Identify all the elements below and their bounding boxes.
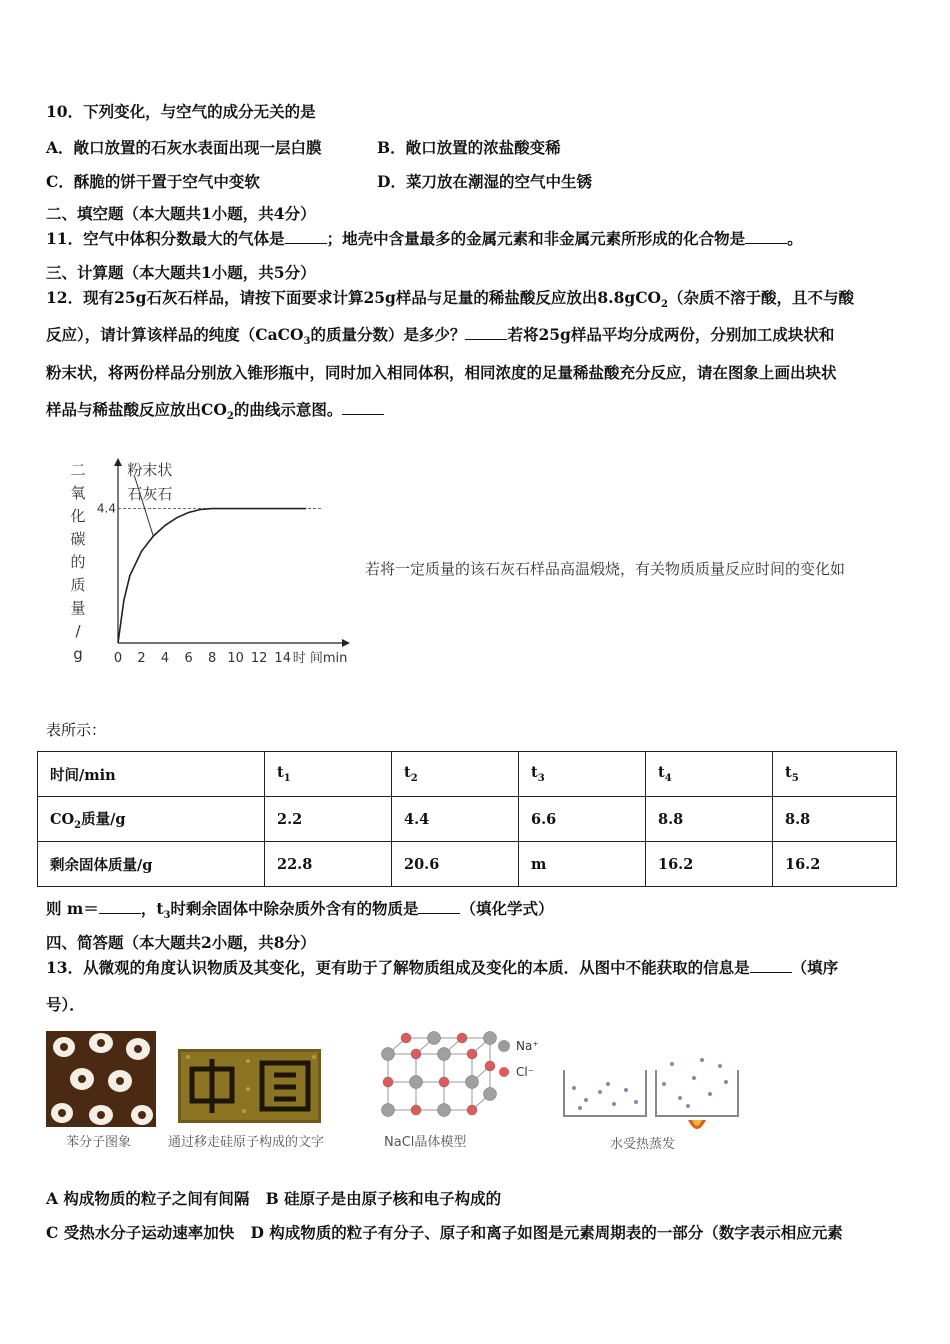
cl-ion bbox=[439, 1077, 449, 1087]
cl-ion bbox=[411, 1049, 421, 1059]
table-cell bbox=[646, 752, 773, 797]
cl-ion bbox=[485, 1061, 495, 1071]
na-ion bbox=[466, 1076, 479, 1089]
na-ion bbox=[410, 1076, 423, 1089]
answer-blank bbox=[418, 899, 460, 914]
cell-value: 20.6 bbox=[404, 855, 440, 873]
q13-option-c-d bbox=[46, 1221, 843, 1243]
table-row bbox=[38, 752, 897, 797]
q12-text: 的质量分数）是多少？ bbox=[310, 325, 466, 344]
table-cell bbox=[392, 842, 519, 887]
answer-blank bbox=[342, 400, 384, 415]
cell-value: t bbox=[277, 764, 284, 782]
x-tick-label: 2 bbox=[137, 651, 146, 666]
q12-text: 反应），请计算该样品的纯度（CaCO bbox=[46, 325, 304, 344]
figure-caption: 水受热蒸发 bbox=[610, 1137, 676, 1152]
x-tick-label: 14 bbox=[274, 651, 291, 666]
cell-value: 16.2 bbox=[658, 855, 694, 873]
co2-mass-chart bbox=[66, 455, 356, 680]
subscript: 5 bbox=[791, 772, 799, 784]
q12-text: （杂质不溶于酸，且不与酸 bbox=[668, 288, 855, 307]
table-row bbox=[38, 797, 897, 842]
q10-option-d: D．菜刀放在潮湿的空气中生锈 bbox=[377, 172, 592, 191]
y-axis-label-char: 量 bbox=[70, 599, 86, 617]
q12-text: 的曲线示意图。 bbox=[233, 400, 343, 419]
section-fill-blank-title: 二、填空题（本大题共1小题，共4分） bbox=[46, 204, 316, 223]
cell-value: 8.8 bbox=[658, 810, 684, 828]
q13-text: 13．从微观的角度认识物质及其变化，更有助于了解物质组成及变化的本质．从图中不能获取的信息是 bbox=[46, 958, 750, 977]
answer-blank bbox=[745, 229, 787, 244]
row-label bbox=[38, 797, 265, 842]
subscript: 1 bbox=[283, 772, 291, 784]
y-axis-label-char: 的 bbox=[70, 553, 86, 571]
cell-value: t bbox=[531, 764, 538, 782]
subscript: 2 bbox=[661, 299, 668, 311]
cell-value: t bbox=[404, 764, 411, 782]
x-tick-label: 4 bbox=[160, 651, 170, 666]
answer-blank bbox=[465, 325, 507, 340]
silicon-atom-text-image bbox=[178, 1049, 321, 1123]
legend-na: Na⁺ bbox=[516, 1039, 539, 1053]
q13-line2: 号）． bbox=[46, 995, 85, 1014]
q10-option-c: C．酥脆的饼干置于空气中变软 bbox=[46, 172, 260, 191]
x-tick-label: 12 bbox=[250, 651, 268, 666]
question-text: 时剩余固体中除杂质外含有的物质是 bbox=[170, 899, 419, 918]
table-cell bbox=[773, 752, 897, 797]
table-cell bbox=[392, 752, 519, 797]
chart-annotation: 石灰石 bbox=[127, 485, 173, 503]
figure-caption: 苯分子图象 bbox=[66, 1135, 132, 1150]
q13-text: （填序 bbox=[791, 958, 839, 977]
cl-ion bbox=[411, 1105, 421, 1115]
q12-line4 bbox=[46, 400, 384, 427]
question-text: （填化学式） bbox=[460, 899, 554, 918]
cell-value: 8.8 bbox=[785, 810, 811, 828]
table-cell bbox=[392, 797, 519, 842]
question-text: 则 m＝ bbox=[46, 899, 99, 918]
q12-text: 样品与稀盐酸反应放出CO bbox=[46, 400, 227, 419]
x-axis-label: 时 间min bbox=[292, 651, 348, 666]
answer-blank bbox=[99, 899, 141, 914]
q13-option-d: D 构成物质的粒子有分子、原子和离子如图是元素周期表的一部分（数字表示相应元素 bbox=[250, 1223, 843, 1242]
y-axis-label-char: 化 bbox=[70, 507, 86, 525]
subscript: 2 bbox=[74, 819, 82, 831]
q12-line2 bbox=[46, 325, 834, 352]
row-label-text: CO bbox=[50, 810, 75, 828]
answer-blank bbox=[750, 958, 792, 973]
cl-ion bbox=[383, 1077, 393, 1087]
row-label-text: 剩余固体质量/g bbox=[50, 856, 153, 874]
table-cell bbox=[646, 842, 773, 887]
section-short-answer-title: 四、简答题（本大题共2小题，共8分） bbox=[46, 933, 316, 952]
subscript: 3 bbox=[303, 336, 311, 348]
subscript: 3 bbox=[537, 772, 545, 784]
cl-ion bbox=[401, 1033, 411, 1043]
q12-text: 若将25g样品平均分成两份，分别加工成块状和 bbox=[507, 325, 835, 344]
q13-line1 bbox=[46, 958, 838, 978]
table-cell bbox=[773, 842, 897, 887]
nacl-crystal-model bbox=[376, 1024, 546, 1132]
question-text: ，t bbox=[140, 899, 164, 918]
y-axis-label-char: 氧 bbox=[70, 484, 86, 502]
table-cell bbox=[773, 797, 897, 842]
answer-blank bbox=[285, 229, 327, 244]
q10-stem: 10．下列变化，与空气的成分无关的是 bbox=[46, 102, 316, 121]
x-axis-arrow bbox=[342, 639, 350, 647]
q12-after-chart: 表所示： bbox=[46, 721, 107, 739]
y-axis-label-char: / bbox=[75, 622, 81, 640]
chart-annotation: 粉末状 bbox=[127, 461, 173, 479]
na-ion bbox=[484, 1088, 497, 1101]
cell-value: m bbox=[531, 855, 547, 873]
after-table-question bbox=[46, 899, 553, 926]
table-cell bbox=[519, 797, 646, 842]
y-axis-label-char: 碳 bbox=[70, 530, 86, 548]
q13-option-c: C 受热水分子运动速率加快 bbox=[46, 1223, 235, 1242]
subscript: 4 bbox=[664, 772, 672, 784]
table-cell bbox=[646, 797, 773, 842]
q12-side-text: 若将一定质量的该石灰石样品高温煅烧，有关物质质量反应时间的变化如 bbox=[365, 560, 846, 578]
cell-value: 16.2 bbox=[785, 855, 821, 873]
q12-line3: 粉末状，将两份样品分别放入锥形瓶中，同时加入相同体积，相同浓度的足量稀盐酸充分反应，请在图象上画出块状 bbox=[46, 363, 837, 382]
x-tick-label: 10 bbox=[227, 651, 244, 666]
q12-line1 bbox=[46, 288, 854, 315]
legend-cl: Cl⁻ bbox=[516, 1065, 535, 1079]
q11-part1: 11．空气中体积分数最大的气体是 bbox=[46, 229, 285, 248]
q10-option-b: B．敞口放置的浓盐酸变稀 bbox=[377, 138, 561, 157]
row-label-text: 时间/min bbox=[50, 766, 116, 784]
table-cell bbox=[265, 797, 392, 842]
cell-value: 4.4 bbox=[404, 810, 430, 828]
figure-caption: 通过移走硅原子构成的文字 bbox=[168, 1135, 325, 1150]
q11-part3: 。 bbox=[787, 229, 803, 248]
table-cell bbox=[265, 842, 392, 887]
cell-value: 22.8 bbox=[277, 855, 313, 873]
y-axis-label-char: 质 bbox=[70, 576, 86, 594]
q11 bbox=[46, 229, 803, 249]
y-axis-label-char: 二 bbox=[70, 461, 86, 479]
row-label-text: 质量/g bbox=[81, 810, 126, 828]
y-axis-arrow bbox=[114, 458, 122, 466]
na-ion bbox=[484, 1032, 497, 1045]
section-calc-title: 三、计算题（本大题共1小题，共5分） bbox=[46, 263, 316, 282]
mass-time-table bbox=[37, 751, 897, 887]
q13-option-a-b bbox=[46, 1187, 501, 1209]
table-cell bbox=[265, 752, 392, 797]
y-marker-label: 4.4 bbox=[96, 501, 116, 516]
cl-ion bbox=[467, 1105, 477, 1115]
table-cell bbox=[519, 842, 646, 887]
subscript: 2 bbox=[226, 411, 234, 423]
series-line-powder bbox=[118, 509, 306, 643]
q10-option-a: A．敞口放置的石灰水表面出现一层白膜 bbox=[46, 138, 322, 157]
subscript: 3 bbox=[163, 910, 171, 922]
na-ion bbox=[382, 1104, 395, 1117]
q13-option-a: A 构成物质的粒子之间有间隔 bbox=[46, 1189, 250, 1208]
x-tick-label: 0 bbox=[113, 651, 123, 666]
row-label bbox=[38, 752, 265, 797]
na-ion bbox=[438, 1104, 451, 1117]
x-tick-label: 6 bbox=[184, 651, 193, 666]
cell-value: 2.2 bbox=[277, 810, 303, 828]
cell-value: t bbox=[658, 764, 665, 782]
cell-value: t bbox=[785, 764, 792, 782]
table-cell bbox=[519, 752, 646, 797]
q11-part2: ；地壳中含量最多的金属元素和非金属元素所形成的化合物是 bbox=[326, 229, 746, 248]
q13-option-b: B 硅原子是由原子核和电子构成的 bbox=[265, 1189, 502, 1208]
na-ion bbox=[438, 1048, 451, 1061]
q12-text: 12．现有25g石灰石样品，请按下面要求计算25g样品与足量的稀盐酸反应放出8.8gCO bbox=[46, 288, 662, 307]
cl-ion bbox=[467, 1049, 477, 1059]
subscript: 2 bbox=[410, 772, 418, 784]
water-evaporation-image bbox=[560, 1058, 740, 1138]
cl-ion bbox=[457, 1033, 467, 1043]
table-row bbox=[38, 842, 897, 887]
benzene-molecule-image bbox=[46, 1031, 156, 1127]
figure-caption: NaCl晶体模型 bbox=[384, 1135, 467, 1150]
x-tick-label: 8 bbox=[207, 651, 217, 666]
na-ion bbox=[428, 1032, 441, 1045]
row-label bbox=[38, 842, 265, 887]
y-axis-label-char: g bbox=[73, 645, 83, 663]
cell-value: 6.6 bbox=[531, 810, 557, 828]
na-ion bbox=[382, 1048, 395, 1061]
